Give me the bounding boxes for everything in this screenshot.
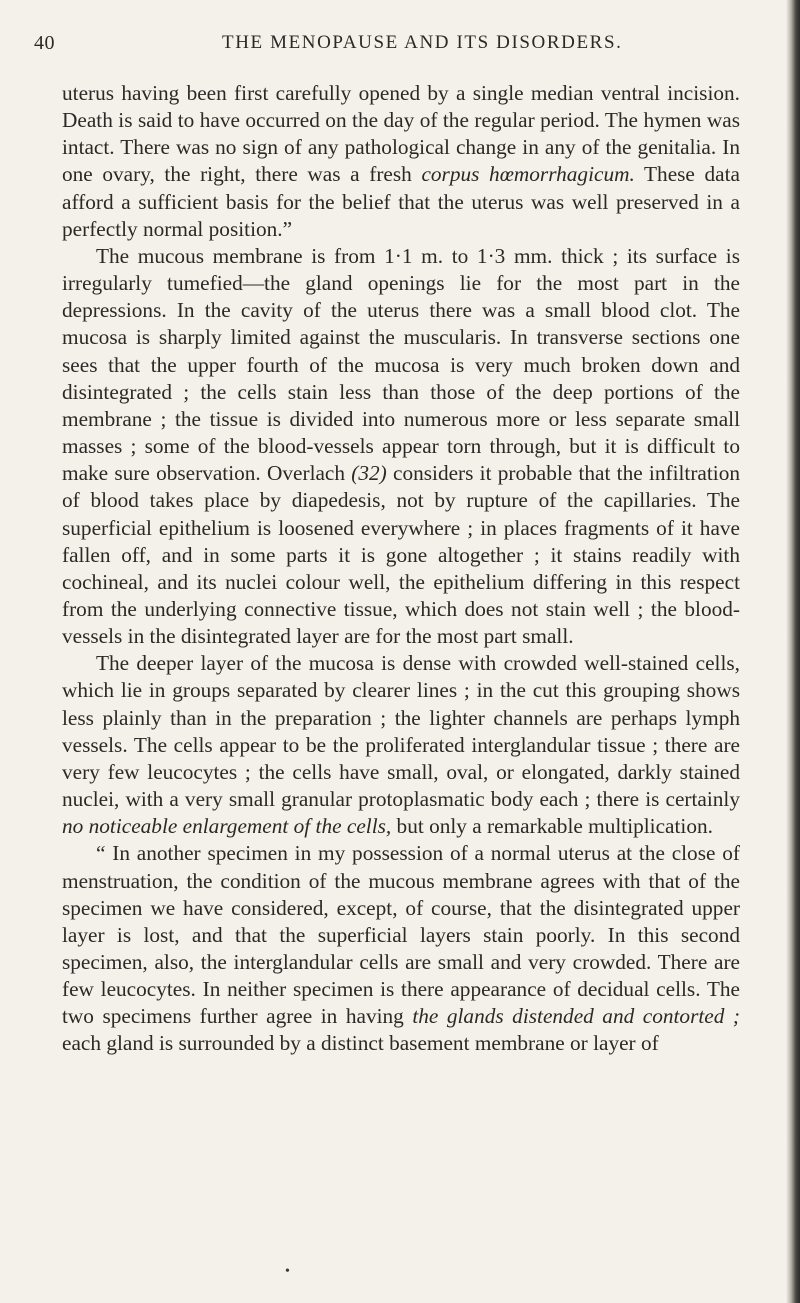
italic-text: corpus hœmorrhagicum. <box>421 162 635 187</box>
paragraph-text: but only a remarkable multiplication. <box>391 814 713 839</box>
paragraph-text: “ In another specimen in my possession of a normal uterus at the close of menstruation, the condition of the mucous membrane agrees with that of the specimen we have considered, except, of course, that the disintegrated upper layer is lost, and that the superficial layers stain poorly. In this second specimen, also, the interglandular cells are small and very crowded. There are few leucocytes. In neither specimen is there appearance of decidual cells. The two specimens further agree in having <box>62 841 740 1029</box>
italic-text: the glands distended and contorted ; <box>412 1004 740 1029</box>
body-text <box>62 80 740 1058</box>
running-header <box>0 30 800 58</box>
running-title: THE MENOPAUSE AND ITS DISORDERS. <box>222 32 623 53</box>
paragraph-text: These data afford a sufficient basis for the belief that the uterus was well preserved in a perfectly normal position.” <box>62 162 740 241</box>
italic-text: (32) <box>351 461 387 486</box>
paragraph-text: each gland is surrounded by a distinct basement membrane or layer of <box>62 1031 659 1056</box>
paragraph-text: uterus having been first carefully opened by a single median ventral incision. Death is said to have occurred on the day of the regular period. The hymen was intact. There was no sign of any pathological change in any of the genitalia. In one ovary, the right, there was a fresh <box>62 81 740 187</box>
italic-text: no noticeable enlargement of the cells, <box>62 814 392 839</box>
paragraph <box>62 80 740 243</box>
paragraph <box>62 243 740 650</box>
paragraph <box>62 650 740 840</box>
paragraph-text: The deeper layer of the mucosa is dense with crowded well-stained cells, which lie in groups separated by clearer lines ; in the cut this grouping shows less plainly than in the preparation ; the lighter channels are perhaps lymph vessels. The cells appear to be the proliferated interglandular tissue ; there are very few leucocytes ; the cells have small, oval, or elongated, darkly stained nuclei, with a very small granular protoplasmatic body each ; there is certainly <box>62 651 740 812</box>
page-number: 40 <box>34 32 55 54</box>
paragraph-text: The mucous membrane is from 1·1 m. to 1·3 mm. thick ; its surface is irregularly tumefied—the gland openings lie for the most part in the depressions. In the cavity of the uterus there was a small blood clot. The mucosa is sharply limited against the muscularis. In transverse sections one sees that the upper fourth of the mucosa is very much broken down and disintegrated ; the cells stain less than those of the deep portions of the membrane ; the tissue is divided into numerous more or less separate small masses ; some of the blood-vessels appear torn through, but it is difficult to make sure observation. Overlach <box>62 243 740 486</box>
printer-mark: • <box>285 1264 290 1279</box>
page-edge-shadow <box>786 0 800 1303</box>
paragraph <box>62 840 740 1057</box>
paragraph-text: considers it probable that the infiltration of blood takes place by diapedesis, not by rupture of the capillaries. The superficial epithelium is loosened everywhere ; in places fragments of it have fallen off, and in some parts it is gone altogether ; it stains readily with cochineal, and its nuclei colour well, the epithelium differing in this respect from the underlying connective tissue, which does not stain well ; the blood-vessels in the disintegrated layer are for the most part small. <box>62 461 740 649</box>
